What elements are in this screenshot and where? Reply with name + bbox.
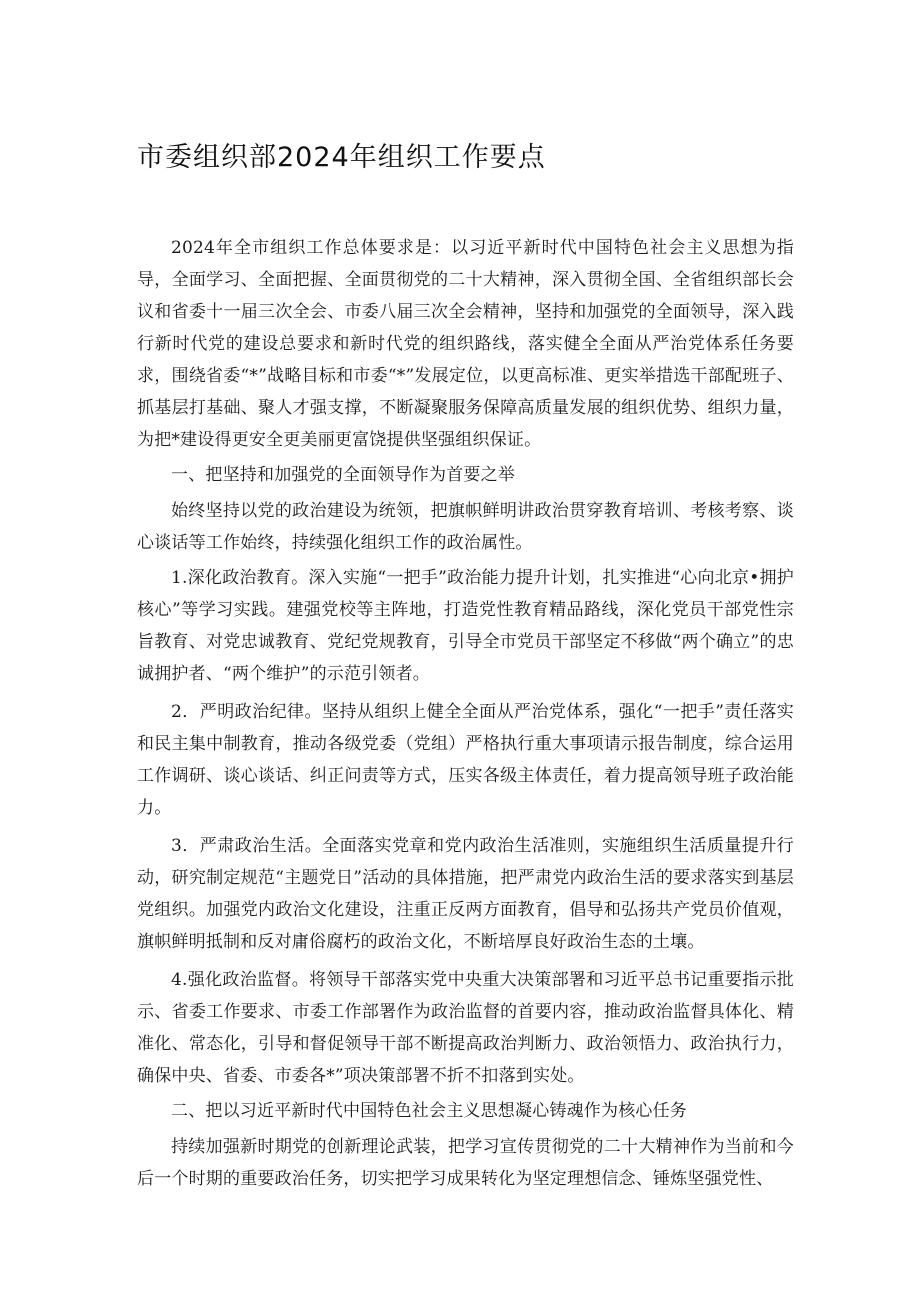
section-2-lead-paragraph: 持续加强新时期党的创新理论武装，把学习宣传贯彻党的二十大精神作为当前和今后一个时期的重要政治任务，切实把学习成果转化为坚定理想信念、锤炼坚强党性、 [137,1137,794,1189]
section-1-item-4: 4.强化政治监督。将领导干部落实党中央重大决策部署和习近平总书记重要指示批示、省委工作要求、市委工作部署作为政治监督的首要内容，推动政治监督具体化、精准化、常态化，引导和督促领导干部不断提高政治判断力、政治领悟力、政治执行力，确保中央、省委、市委各*”项决策部署不折不扣落到实处。 [137,970,794,1086]
section-1-item-3: 3．严肃政治生活。全面落实党章和党内政治生活准则，实施组织生活质量提升行动，研究制定规范“主题党日”活动的具体措施，把严肃党内政治生活的要求落实到基层党组织。加强党内政治文化建设，注重正反两方面教育，倡导和弘扬共产党员价值观，旗帜鲜明抵制和反对庸俗腐朽的政治文化，不断培厚良好政治生态的土壤。 [137,836,794,952]
section-1-item-2: 2．严明政治纪律。坚持从组织上健全全面从严治党体系，强化“一把手”责任落实和民主集中制教育，推动各级党委（党组）严格执行重大事项请示报告制度，综合运用工作调研、谈心谈话、纠正问责等方式，压实各级主体责任，着力提高领导班子政治能力。 [137,702,794,818]
section-1-item-1: 1.深化政治教育。深入实施“一把手”政治能力提升计划，扎实推进“心向北京•拥护核心”等学习实践。建强党校等主阵地，打造党性教育精品路线，深化党员干部党性宗旨教育、对党忠诚教育、党纪党规教育，引导全市党员干部坚定不移做“两个确立”的忠诚拥护者、“两个维护”的示范引领者。 [137,568,794,684]
section-1-heading: 一、把坚持和加强党的全面领导作为首要之举 [171,465,515,485]
document-body [137,232,794,1195]
intro-paragraph: 2024年全市组织工作总体要求是：以习近平新时代中国特色社会主义思想为指导，全面学习、全面把握、全面贯彻党的二十大精神，深入贯彻全国、全省组织部长会议和省委十一届三次全会、市委八届三次全会精神，坚持和加强党的全面领导，深入践行新时代党的建设总要求和新时代党的组织路线，落实健全全面从严治党体系任务要求，围绕省委“*”战略目标和市委“*”发展定位，以更高标准、更实举措选干部配班子、抓基层打基础、聚人才强支撑，不断凝聚服务保障高质量发展的组织优势、组织力量，为把*建设得更安全更美丽更富饶提供坚强组织保证。 [137,238,794,450]
section-1-lead-paragraph: 始终坚持以党的政治建设为统领，把旗帜鲜明讲政治贯穿教育培训、考核考察、谈心谈话等工作始终，持续强化组织工作的政治属性。 [137,501,794,553]
document-title: 市委组织部2024年组织工作要点 [137,142,546,173]
section-2-heading: 二、把以习近平新时代中国特色社会主义思想凝心铸魂作为核心任务 [171,1101,687,1121]
